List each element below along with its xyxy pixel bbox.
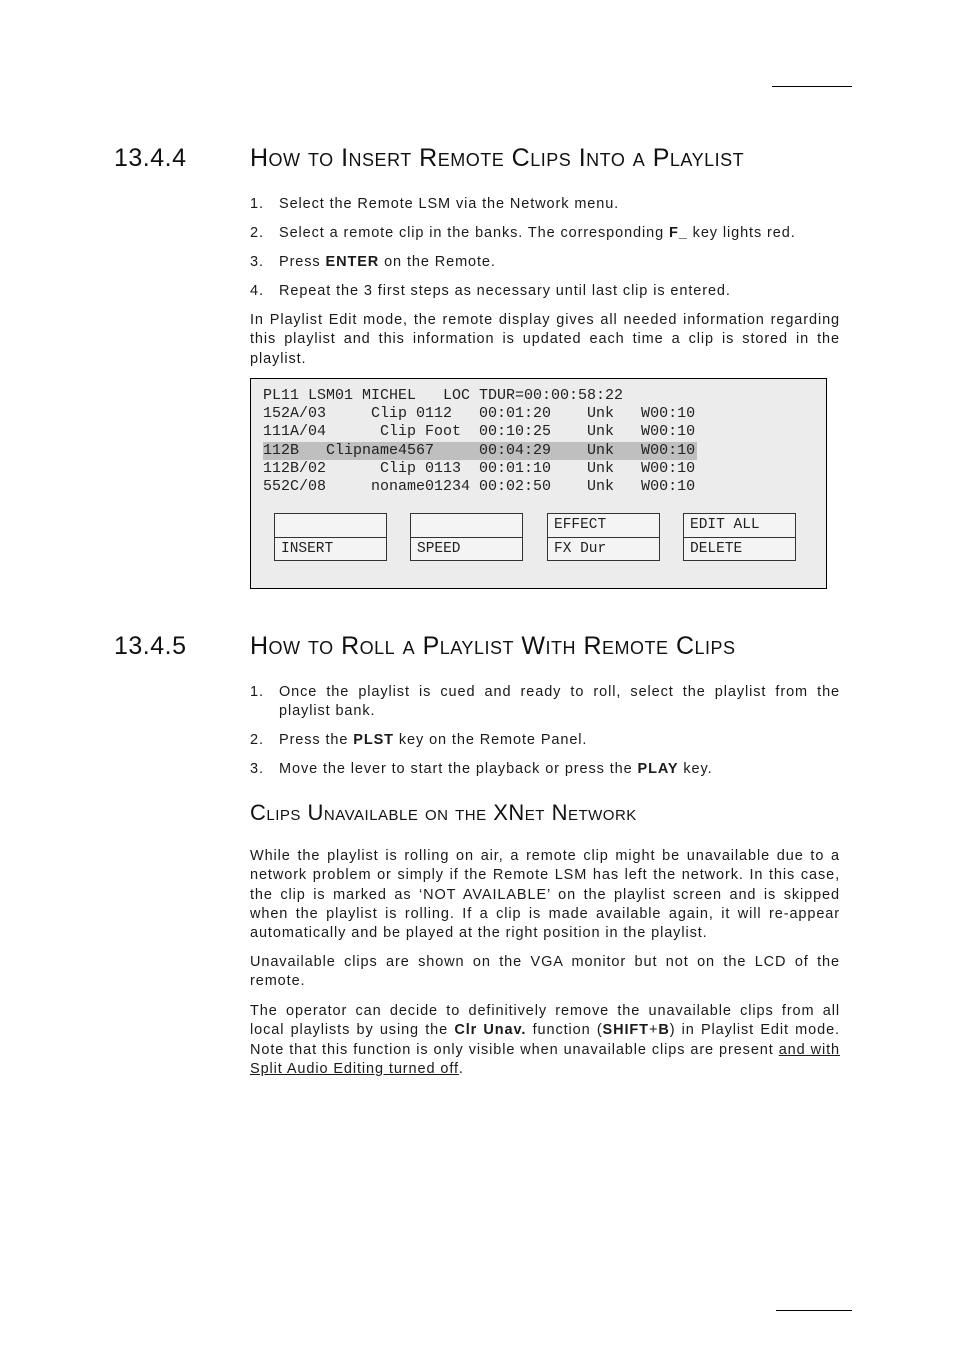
header-rule: [772, 86, 852, 87]
fkey-lower-label: INSERT: [281, 541, 334, 557]
section-number: 13.4.5: [114, 632, 187, 660]
list-item: 1. Once the playlist is cued and ready to roll, select the playlist from the playlist bank.: [250, 684, 840, 719]
underlined-note: and with Split Audio Editing turned off: [250, 1041, 840, 1077]
lcd-clip-line: 112B/02 Clip 0113 00:01:10 Unk W00:10: [263, 460, 696, 477]
fkey-lower-label: DELETE: [690, 541, 743, 557]
playlist-edit-paragraph: In Playlist Edit mode, the remote display gives all needed information regarding this playlist and this information is updated each time a clip is stored in the playlist.: [250, 312, 840, 367]
list-item: 2. Select a remote clip in the banks. The corresponding F_ key lights red.: [250, 225, 796, 241]
fkey-speed: [410, 513, 523, 561]
lcd-clip-line: 152A/03 Clip 0112 00:01:20 Unk W00:10: [263, 405, 696, 422]
section-title: How to Roll a Playlist With Remote Clips: [250, 632, 736, 660]
lcd-clip-line-selected: 112B Clipname4567 00:04:29 Unk W00:10: [263, 442, 696, 459]
list-item: 3. Press ENTER on the Remote.: [250, 254, 496, 270]
list-item: 1. Select the Remote LSM via the Network menu.: [250, 196, 620, 212]
unavailable-paragraph-1: While the playlist is rolling on air, a remote clip might be unavailable due to a network problem or simply if the Remote LSM has left the network. In this case, the clip is marked as ‘NOT AVAILABLE’ on the playlist screen and is skipped when the playlist is rolling. If a clip is made available again, it will re-appear automatically and be played at the right position in the playlist.: [250, 848, 840, 942]
fkey-insert: [274, 513, 387, 561]
fkey-lower-label: SPEED: [417, 541, 461, 557]
list-item: 3. Move the lever to start the playback or press the PLAY key.: [250, 761, 713, 777]
fkey-upper-label: [275, 514, 386, 538]
lcd-clip-line: 552C/08 noname01234 00:02:50 Unk W00:10: [263, 478, 696, 495]
remote-lcd-display: [250, 378, 827, 589]
fkey-upper-label: EFFECT: [548, 514, 659, 538]
fkey-edit-all: [683, 513, 796, 561]
section-number: 13.4.4: [114, 144, 187, 172]
insert-steps-list: [250, 195, 840, 311]
section-title: How to Insert Remote Clips Into a Playlist: [250, 144, 745, 172]
footer-rule: [776, 1310, 852, 1311]
unavailable-paragraph-3: The operator can decide to definitively remove the unavailable clips from all local playlists by using the Clr Unav. function (SHIFT+B) in Playlist Edit mode. Note that this function is only visible when unavailable clips are present and with Split Audio Editing turned off.: [250, 1003, 840, 1077]
subsection-heading: Clips Unavailable on the XNet Network: [250, 800, 637, 825]
lcd-header-line: PL11 LSM01 MICHEL LOC TDUR=00:00:58:22: [263, 387, 624, 404]
fkey-lower-label: FX Dur: [554, 541, 607, 557]
roll-steps-list: [250, 683, 840, 789]
fkey-effect: [547, 513, 660, 561]
lcd-clip-line: 111A/04 Clip Foot 00:10:25 Unk W00:10: [263, 423, 696, 440]
lcd-lines: [263, 387, 697, 496]
fkey-upper-label: EDIT ALL: [684, 514, 795, 538]
unavailable-paragraph-2: Unavailable clips are shown on the VGA monitor but not on the LCD of the remote.: [250, 954, 840, 990]
fkey-upper-label: [411, 514, 522, 538]
list-item: 2. Press the PLST key on the Remote Panel.: [250, 732, 588, 748]
list-item: 4. Repeat the 3 first steps as necessary until last clip is entered.: [250, 283, 731, 299]
